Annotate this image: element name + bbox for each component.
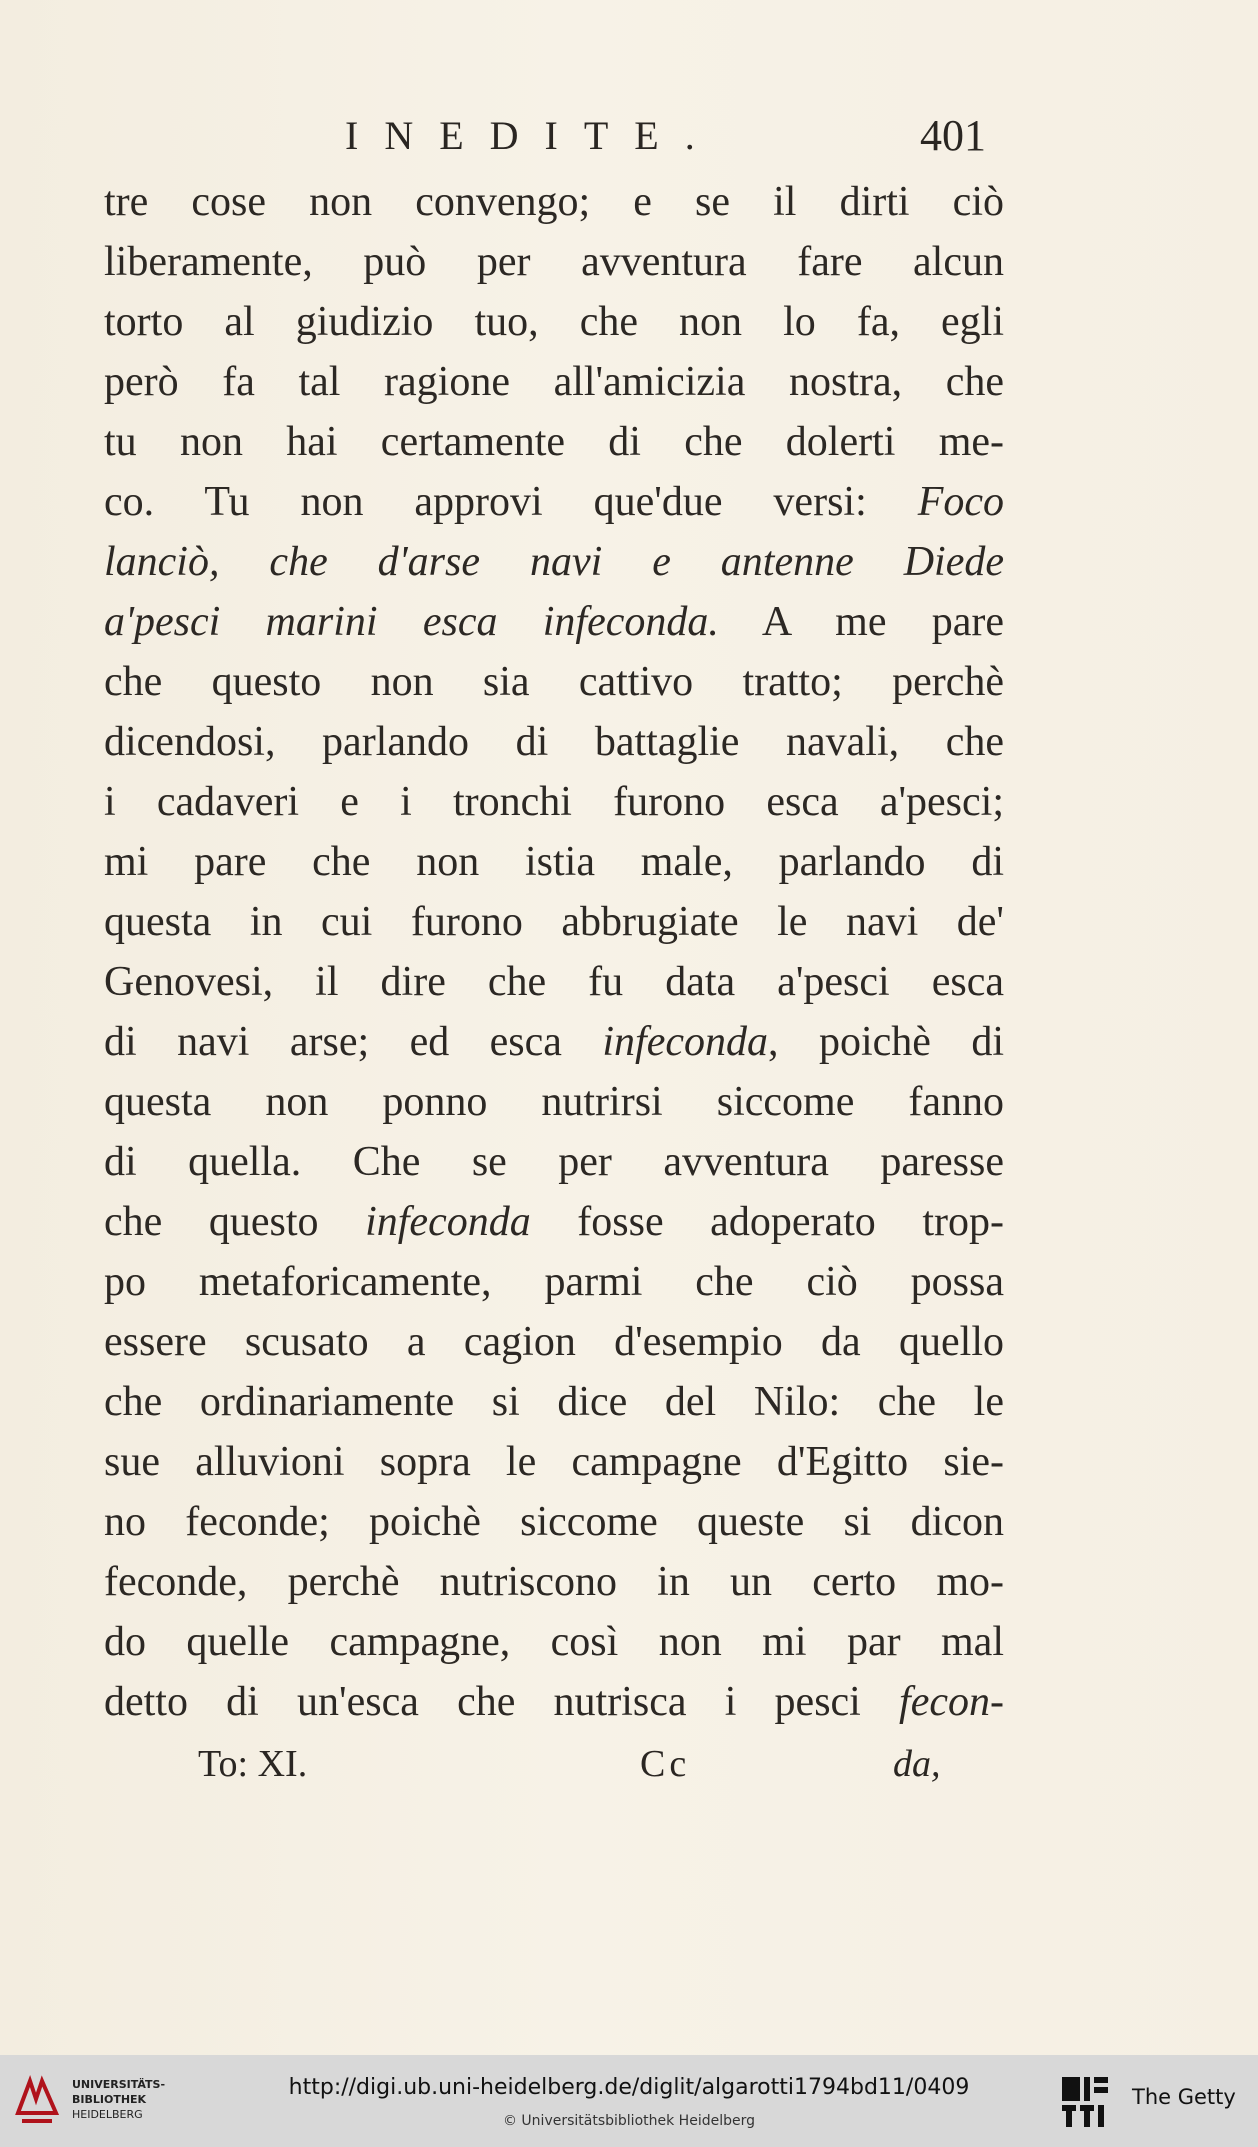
text-span: di quella. Che se per avventura paresse xyxy=(104,1139,1004,1185)
text-span: questa in cui furono abbrugiate le navi de' xyxy=(104,899,1004,945)
text-span: feconde, perchè nutriscono in un certo mo- xyxy=(104,1559,1004,1605)
viewer-footer xyxy=(0,2055,1258,2147)
catchword: da, xyxy=(893,1743,941,1785)
page-number: 401 xyxy=(920,111,986,160)
text-span: i cadaveri e i tronchi furono esca a'pesci; xyxy=(104,779,1004,825)
text-line xyxy=(104,1252,1004,1312)
italic-text: infeconda xyxy=(365,1199,531,1245)
italic-text: lanciò, che d'arse navi e antenne Diede xyxy=(104,539,1004,585)
text-line xyxy=(104,952,1004,1012)
text-span: però fa tal ragione all'amicizia nostra, che xyxy=(104,359,1004,405)
text-span: questa non ponno nutrirsi siccome fanno xyxy=(104,1079,1004,1125)
text-line xyxy=(104,1072,1004,1132)
body-text xyxy=(104,172,1004,1732)
text-line xyxy=(104,1672,1004,1732)
text-span: dicendosi, parlando di battaglie navali, che xyxy=(104,719,1004,765)
text-line xyxy=(104,892,1004,952)
text-line xyxy=(104,412,1004,472)
text-span: che ordinariamente si dice del Nilo: che le xyxy=(104,1379,1004,1425)
permalink-url[interactable]: http://digi.ub.uni-heidelberg.de/diglit/algarotti1794bd11/0409 xyxy=(288,2075,970,2100)
text-line xyxy=(104,832,1004,892)
institution-line: BIBLIOTHEK xyxy=(72,2093,147,2106)
text-line xyxy=(104,472,1004,532)
text-span: A me pare xyxy=(718,599,1005,645)
text-span: che questo non sia cattivo tratto; perchè xyxy=(104,659,1004,705)
text-line xyxy=(104,1312,1004,1372)
copyright-notice: © Universitätsbibliothek Heidelberg xyxy=(502,2113,755,2129)
text-span: fosse adoperato trop- xyxy=(530,1199,1004,1245)
running-head xyxy=(0,108,1258,168)
text-line xyxy=(104,1192,1004,1252)
text-span: torto al giudizio tuo, che non lo fa, egli xyxy=(104,299,1004,345)
text-line xyxy=(104,532,1004,592)
text-span: do quelle campagne, così non mi par mal xyxy=(104,1619,1004,1665)
running-title: INEDITE. xyxy=(345,113,721,158)
text-span: po metaforicamente, parmi che ciò possa xyxy=(104,1259,1004,1305)
italic-text: infeconda xyxy=(602,1019,768,1065)
text-span: tu non hai certamente di che dolerti me- xyxy=(104,419,1004,465)
text-span: Genovesi, il dire che fu data a'pesci esca xyxy=(104,959,1004,1005)
text-line xyxy=(104,1612,1004,1672)
institution-line: HEIDELBERG xyxy=(72,2108,143,2121)
institution-line: UNIVERSITÄTS- xyxy=(72,2078,166,2091)
text-span: di navi arse; ed esca xyxy=(104,1019,603,1065)
text-span: detto di un'esca che nutrisca i pesci xyxy=(104,1679,900,1725)
italic-text: fecon- xyxy=(899,1679,1004,1725)
text-span: no feconde; poichè siccome queste si dicon xyxy=(104,1499,1004,1545)
partner-name: The Getty xyxy=(1132,2085,1236,2109)
volume-mark: To: XI. xyxy=(198,1743,308,1785)
italic-text: Foco xyxy=(917,479,1004,525)
text-span: che questo xyxy=(104,1199,366,1245)
text-span: sue alluvioni sopra le campagne d'Egitto sie- xyxy=(104,1439,1004,1485)
text-span: essere scusato a cagion d'esempio da quello xyxy=(104,1319,1004,1365)
text-line xyxy=(104,1492,1004,1552)
text-line xyxy=(104,1372,1004,1432)
text-line xyxy=(104,352,1004,412)
text-line xyxy=(104,592,1004,652)
signature-mark: Cc xyxy=(640,1743,691,1785)
signature-line xyxy=(0,1742,1258,1802)
text-line xyxy=(104,1012,1004,1072)
text-span: mi pare che non istia male, parlando di xyxy=(104,839,1004,885)
text-span: tre cose non convengo; e se il dirti ciò xyxy=(104,179,1004,225)
text-line xyxy=(104,652,1004,712)
getty-logo-icon xyxy=(1058,2073,1110,2131)
text-span: liberamente, può per avventura fare alcun xyxy=(104,239,1004,285)
text-span: co. Tu non approvi que'due versi: xyxy=(104,479,918,525)
text-line xyxy=(104,232,1004,292)
text-line xyxy=(104,292,1004,352)
text-line xyxy=(104,712,1004,772)
italic-text: a'pesci marini esca infeconda. xyxy=(104,599,719,645)
text-span: , poichè di xyxy=(768,1019,1004,1065)
text-line xyxy=(104,1432,1004,1492)
text-line xyxy=(104,172,1004,232)
text-line xyxy=(104,1132,1004,1192)
text-line xyxy=(104,772,1004,832)
text-line xyxy=(104,1552,1004,1612)
